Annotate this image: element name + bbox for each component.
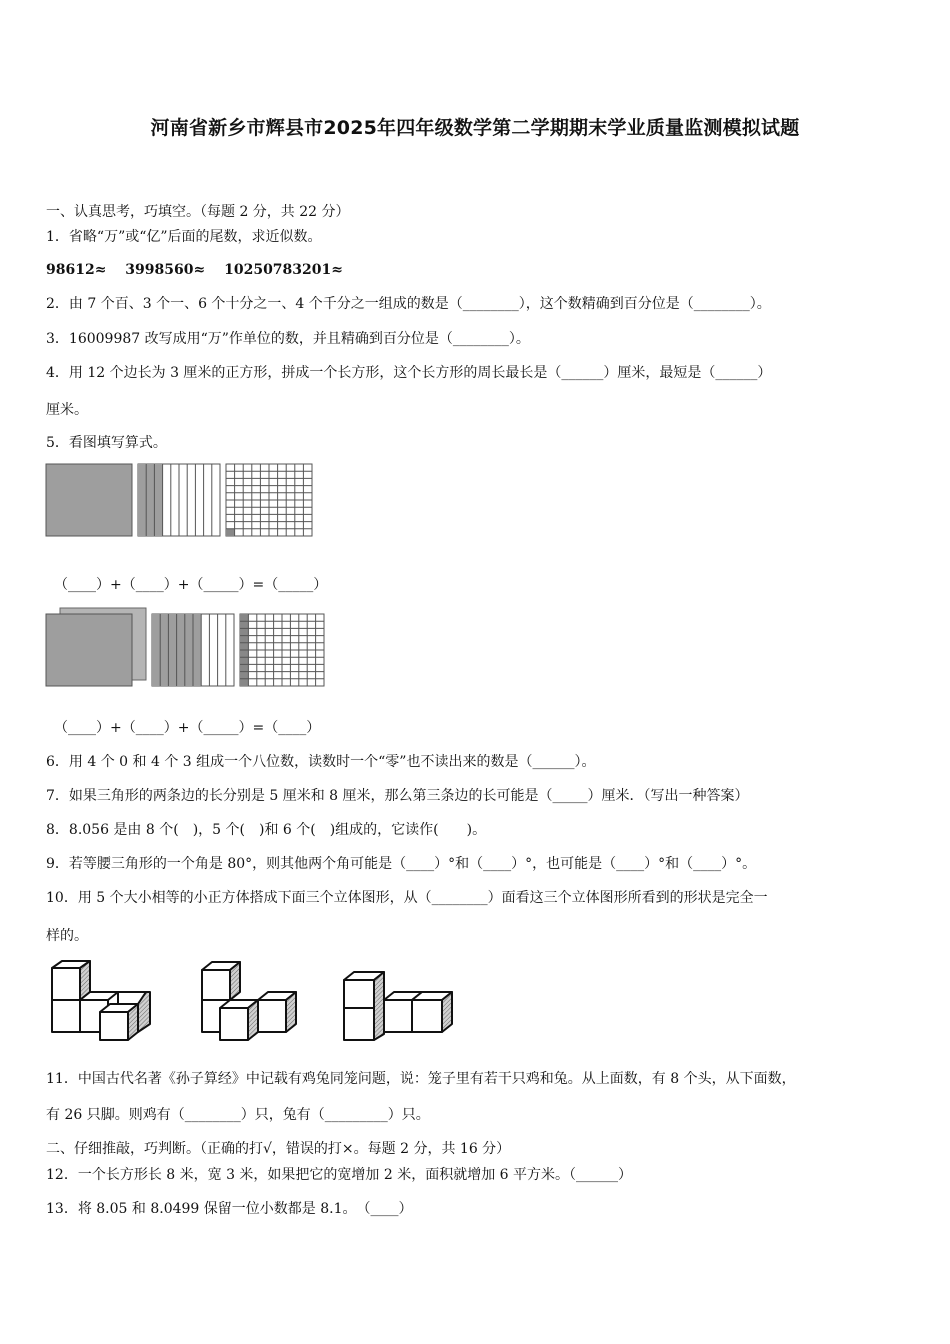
hundredths-grid [240,614,324,686]
question-11-line1: 11．中国古代名著《孙子算经》中记载有鸡兔同笼问题，说：笼子里有若干只鸡和兔。从上面数，有 8 个头，从下面数， [46,1071,796,1087]
question-6: 6．用 4 个 0 和 4 个 3 组成一个八位数，读数时一个“零”也不读出来的数是（______）。 [46,754,596,770]
q5-figure-row2 [44,606,328,690]
question-10-line2: 样的。 [46,928,88,944]
question-2: 2．由 7 个百、3 个一、6 个十分之一、4 个千分之一组成的数是（________），这个数精确到百分位是（________）。 [46,296,771,312]
q5-equation-1: （____）+（____）+（_____）=（_____） [54,577,328,593]
section1-header: 一、认真思考，巧填空。（每题 2 分，共 22 分） [46,204,350,220]
question-9: 9．若等腰三角形的一个角是 80°，则其他两个角可能是（____）°和（____）°，也可能是（____）°和（____）°。 [46,856,757,872]
tenths-grid [152,614,234,686]
question-3: 3．16009987 改写成用“万”作单位的数，并且精确到百分位是（________）。 [46,331,530,347]
section2-header: 二、仔细推敲，巧判断。（正确的打√，错误的打×。每题 2 分，共 16 分） [46,1141,511,1157]
whole-square-front [46,614,132,686]
page-title: 河南省新乡市辉县市2025年四年级数学第二学期期末学业质量监测模拟试题 [150,117,800,139]
whole-square [46,464,132,536]
cube-figure-2 [202,962,296,1040]
q5-equation-2: （____）+（____）+（_____）=（____） [54,720,321,736]
question-4-line2: 厘米。 [46,402,88,418]
question-12: 12．一个长方形长 8 米，宽 3 米，如果把它的宽增加 2 米，面积就增加 6 平方米。（______） [46,1167,633,1183]
question-7: 7．如果三角形的两条边的长分别是 5 厘米和 8 厘米，那么第三条边的长可能是（_____）厘米．（写出一种答案） [46,788,749,804]
cube-figure-1 [52,961,150,1040]
q10-cube-figures [46,958,466,1042]
question-13: 13．将 8.05 和 8.0499 保留一位小数都是 8.1。 （____） [46,1201,413,1217]
question-1: 1．省略“万”或“亿”后面的尾数，求近似数。 [46,229,322,245]
q5-figure-row1 [44,462,316,540]
cube-figure-3 [344,972,452,1040]
hundredths-grid [226,464,312,536]
question-4-line1: 4．用 12 个边长为 3 厘米的正方形，拼成一个长方形，这个长方形的周长最长是（______）厘米，最短是（______） [46,365,772,381]
question-1-values: 98612≈ 3998560≈ 10250783201≈ [46,262,343,278]
tenths-grid [138,464,220,536]
question-5: 5．看图填写算式。 [46,435,167,451]
question-11-line2: 有 26 只脚。则鸡有（________）只，兔有（_________）只。 [46,1107,430,1123]
question-10-line1: 10．用 5 个大小相等的小正方体搭成下面三个立体图形，从（________）面看这三个立体图形所看到的形状是完全一 [46,890,768,906]
question-8: 8．8.056 是由 8 个( )，5 个( )和 6 个( )组成的，它读作( )。 [46,822,487,838]
